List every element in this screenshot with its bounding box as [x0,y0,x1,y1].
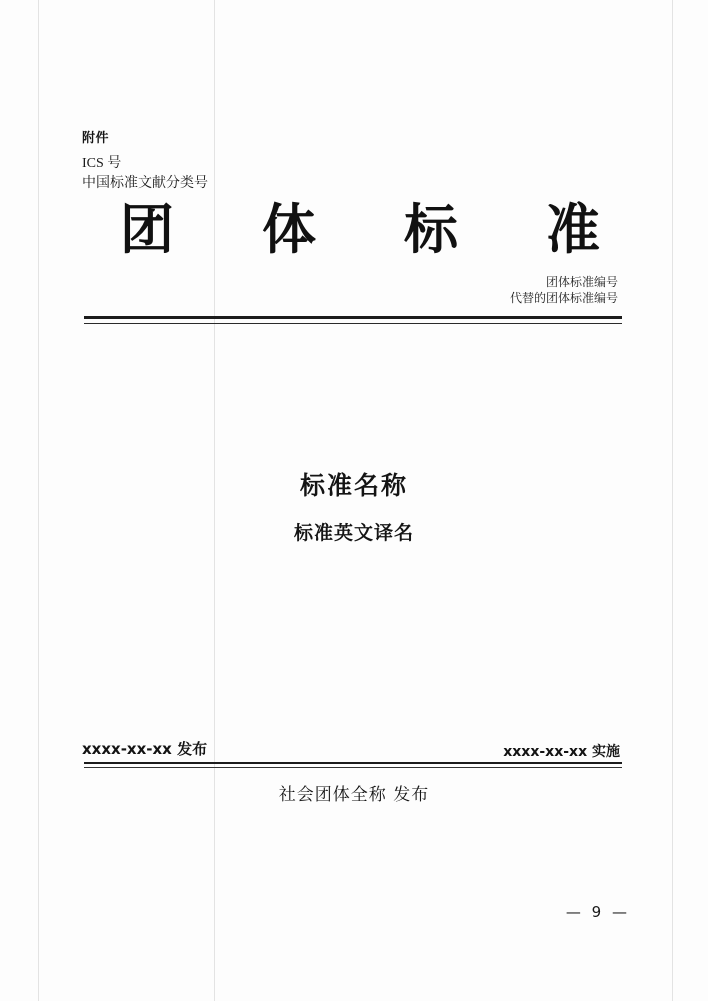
ics-number: ICS 号 [82,156,122,171]
effective-date: xxxx-xx-xx 实施 [503,744,620,760]
classification-number: 中国标准文献分类号 [82,176,208,191]
title-char-3: 标 [404,198,458,261]
page-title [120,198,600,261]
standard-name-english: 标准英文译名 [293,522,414,544]
header-rule-thick [84,316,622,319]
standard-number-block [510,274,618,306]
footer-rule-thin [84,767,622,768]
header-rule-thin [84,323,622,324]
title-char-4: 准 [546,198,600,261]
page-number: — 9 — [565,903,630,921]
issue-date: xxxx-xx-xx 发布 [82,740,208,758]
footer-rule-thick [84,762,622,764]
title-char-2: 体 [262,198,316,261]
replaced-standard-number: 代替的团体标准编号 [509,291,618,305]
standard-name: 标准名称 [299,471,408,500]
publisher-name: 社会团体全称 发布 [278,785,430,805]
attachment-label: 附件 [82,131,110,146]
title-char-1: 团 [120,198,174,261]
standard-number: 团体标准编号 [545,275,618,289]
